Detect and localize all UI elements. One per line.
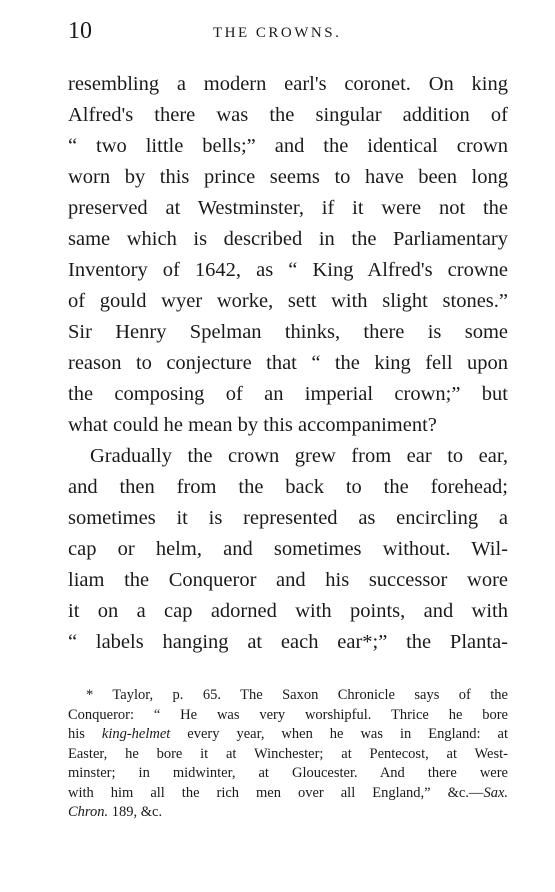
footnote-line: his king-helmet every year, when he was in England: at — [68, 726, 508, 742]
page-header — [68, 18, 508, 48]
text-line: worn by this prince seems to have been long — [68, 166, 508, 188]
text-line: sometimes it is represented as encircling a — [68, 507, 508, 529]
text-line: of gould wyer worke, sett with slight stones.” — [68, 290, 508, 312]
footnote-line: with him all the rich men over all England,” &c.—Sax. — [68, 784, 508, 801]
body-text — [68, 69, 508, 658]
italic-source: Sax. — [483, 784, 508, 801]
footnote-line: Chron. 189, &c. — [68, 804, 163, 820]
text-line: preserved at Westminster, if it were not the — [68, 197, 508, 219]
text-line: Sir Henry Spelman thinks, there is some — [68, 321, 508, 343]
text-line: it on a cap adorned with points, and with — [68, 600, 508, 622]
text-line: Inventory of 1642, as “ King Alfred's crowne — [68, 259, 508, 281]
text-line: cap or helm, and sometimes without. Wil- — [68, 538, 508, 560]
text-line: “ two little bells;” and the identical crown — [68, 135, 508, 157]
text-line: resembling a modern earl's coronet. On king — [68, 73, 508, 95]
footnote-line: Conqueror: “ He was very worshipful. Thrice he bore — [68, 706, 508, 723]
footnote — [68, 686, 508, 823]
text-line: what could he mean by this accompaniment? — [68, 414, 437, 436]
footnote-line: Easter, he bore it at Winchester; at Pentecost, at West- — [68, 745, 508, 762]
text-line: the composing of an imperial crown;” but — [68, 383, 508, 405]
italic-term: king-helmet — [101, 726, 171, 742]
footnote-line: * Taylor, p. 65. The Saxon Chronicle says of the — [86, 687, 508, 703]
text-line: Gradually the crown grew from ear to ear, — [90, 445, 508, 467]
text-line: same which is described in the Parliamentary — [68, 228, 508, 250]
text-line: and then from the back to the forehead; — [68, 476, 508, 498]
footnote-line: minster; in midwinter, at Gloucester. And there were — [68, 765, 508, 781]
running-head: THE CROWNS. — [213, 25, 342, 41]
text-line: Alfred's there was the singular addition of — [68, 104, 508, 126]
page-number: 10 — [68, 18, 92, 44]
text-line: reason to conjecture that “ the king fell upon — [68, 352, 508, 374]
text-line: “ labels hanging at each ear*;” the Planta- — [68, 631, 508, 653]
text-line: liam the Conqueror and his successor wore — [68, 569, 508, 591]
italic-source: Chron. — [68, 804, 109, 820]
